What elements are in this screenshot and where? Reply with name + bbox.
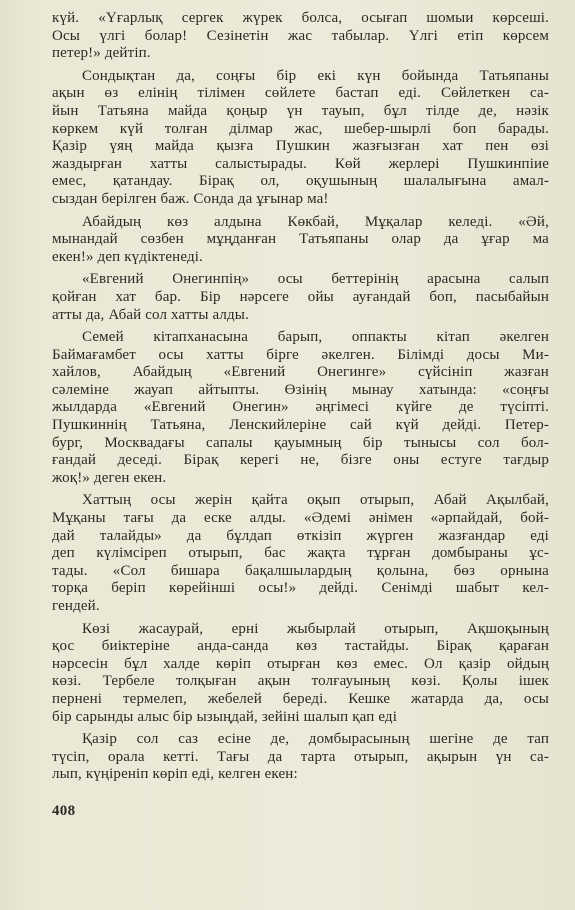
- text-line: емес, қатандау. Бірақ ол, оқушының шалалығына амал-: [52, 173, 549, 190]
- text-line: «Евгений Онегинпің» осы беттерінің арасына салып: [82, 271, 549, 288]
- text-line: екен!» деп күдіктенеді.: [52, 248, 203, 265]
- paragraph: [52, 621, 549, 727]
- text-line: жоқ!» деген екен.: [52, 469, 167, 486]
- text-line: Баймағамбет осы хатты бірге әкелген. Білімді досы Ми-: [52, 346, 549, 363]
- text-line: йын Татьяна майда қоңыр үн тауып, бұл тілде де, нәзік: [52, 102, 549, 119]
- paragraph: [52, 271, 549, 324]
- page-text: [52, 10, 549, 789]
- text-line: атты да, Абай сол хатты алды.: [52, 306, 249, 323]
- text-line: Хаттың осы жерін қайта оқып отырып, Абай Ақылбай,: [82, 492, 549, 509]
- text-line: сыздан берілген баж. Сонда да ұғынар ма!: [52, 190, 329, 207]
- text-line: Қазір үяң майда қызға Пушкин жазғызған хат пен өзі: [52, 138, 549, 155]
- paragraph: [52, 329, 549, 487]
- text-line: Пушкиннің Татьяна, Ленскийлеріне сай күй дейді. Петер-: [52, 417, 549, 434]
- text-line: нәрсесін бұл халде көріп отырған көз емес. Ол қазір ойдың: [52, 655, 549, 672]
- text-line: дай талайды» да бұлдап өткізіп жүрген жазғандар еді: [52, 527, 549, 544]
- text-line: қос биіктеріне анда-санда көз тастайды. Бірақ қараған: [52, 638, 549, 655]
- text-line: Абайдың көз алдына Көкбай, Мұқалар келеді. «Әй,: [82, 213, 549, 230]
- text-line: Қазір сол саз есіне де, домбырасының шегіне де тап: [82, 731, 549, 748]
- text-line: көркем күй толған ділмар жас, шебер-шырлі боп барады.: [52, 120, 549, 137]
- text-line: гендей.: [52, 598, 100, 614]
- text-line: жылдарда «Евгений Онегин» әңгімесі күйге де түсіпті.: [52, 399, 549, 416]
- text-line: Сондықтан да, соңғы бір екі күн бойында Татьяпаны: [82, 67, 549, 84]
- paragraph: [52, 492, 549, 615]
- text-line: түсіп, орала кетті. Тағы да тарта отырып, ақырын үн са-: [52, 748, 549, 765]
- paragraph: [52, 214, 549, 267]
- text-line: сәлеміне жауап айтыпты. Өзінің мынау хатында: «соңғы: [52, 381, 549, 398]
- text-line: күй. «Үғарлық сергек жүрек болса, осығап шомыи көрсеші.: [52, 10, 549, 26]
- text-line: петер!» дейтіп.: [52, 45, 151, 62]
- text-line: Осы үлгі болар! Сезінетін жас табылар. Үлгі етіп көрсем: [52, 27, 549, 44]
- text-line: қойған хат бар. Бір нәрсеге ойы ауғандай боп, пасыбайын: [52, 288, 549, 305]
- page-number: 408: [52, 803, 76, 819]
- text-line: пернені термелеп, жебелей береді. Кешке жатарда да, осы: [52, 690, 549, 707]
- text-line: мынандай сөзбен мұңданған Татьяпаны олар да ұғар ма: [52, 231, 549, 248]
- text-line: деп күлімсіреп отырып, бас жақта тұрған домбыраны ұс-: [52, 545, 549, 562]
- text-line: Көзі жасаурай, ерні жыбырлай отырып, Ақшоқының: [82, 620, 549, 637]
- text-line: тады. «Сол бишара бақалшылардың қолына, бөз орнына: [52, 562, 549, 579]
- text-line: торқа беріп көрейінші осы!» дейді. Сенімді шабыт кел-: [52, 580, 549, 597]
- text-line: бург, Москвадағы сапалы қауымның бір тынысы сол бол-: [52, 434, 549, 451]
- paragraph: [52, 10, 549, 63]
- text-line: көзі. Тербеле толқыған ақын толғауының көзі. Қолы ішек: [52, 673, 549, 690]
- text-line: Мұқаны тағы да еске алды. «Әдемі әнімен «әрпайдай, бой-: [52, 510, 549, 527]
- text-line: ақын өз елінің тілімен сөйлете бастап еді. Сөйлеткен са-: [52, 85, 549, 102]
- text-line: ғандай деседі. Бірақ керегі не, бізге оны естуге тағдыр: [52, 452, 549, 469]
- text-line: Семей кітапханасына барып, оппакты кітап әкелген: [82, 329, 549, 346]
- paragraph: [52, 68, 549, 209]
- text-line: хайлов, Абайдың «Евгений Онегинге» сүйсініп жазған: [52, 364, 549, 381]
- text-line: бір сарынды алыс бір ызыңдай, зейіні шалып қап еді: [52, 708, 398, 725]
- text-line: жаздырған хатты салыстырады. Көй жерлері Пушкинпіие: [52, 155, 549, 172]
- paragraph: [52, 731, 549, 784]
- text-line: лып, күңіреніп көріп еді, келген екен:: [52, 766, 298, 783]
